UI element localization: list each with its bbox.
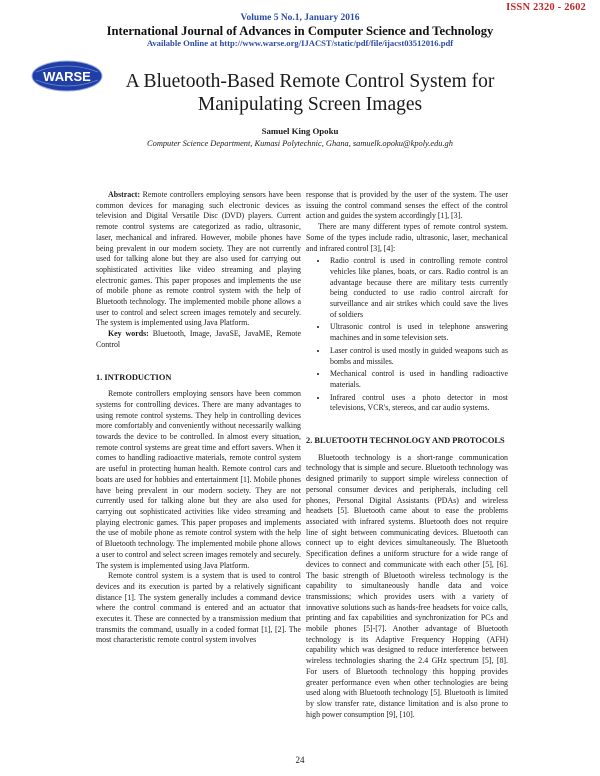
title-line-2: Manipulating Screen Images	[197, 94, 423, 115]
intro-paragraph-1: Remote controllers employing sensors have been common systems for controlling devices. There are many advantages to using remote control systems. They help in controlling devices more comfortably and conveniently without necessarily walking towards the device to be controlled. In almost every situation, remote control systems are great time and effort savers. When it comes to handling radioactive materials, remote control system are useful in protecting human health. Remote control cars and boats are used for hobbies and entertainment [1]. Mobile phones have being prevalent in our modern society. They are not currently used for talking alone but they are also used for carrying out sophisticated activities like video streaming and playing electronic games. This paper proposes and implements the use of mobile phone as remote control system with the help of Bluetooth technology. The implemented mobile phone allows a user to control and select screen images remotely and securely. The system is implemented using Java Platform.	[96, 389, 301, 570]
svg-text:WARSE: WARSE	[43, 69, 91, 84]
remote-control-types-list	[306, 256, 508, 414]
paper-title	[98, 70, 522, 116]
list-item: • Radio control is used in controlling remote control vehicles like planes, boats, or cars. Radio control is an advantage because there are military tests currently being conducted to use radio control aircraft for surveillance and air strikes which could save the lives of soldiers	[328, 256, 508, 320]
section-heading-introduction: 1. INTRODUCTION	[96, 372, 172, 382]
abstract-text: Remote controllers employing sensors have been common devices for managing such electronic devices as television and Digital Versatile Disc (DVD) players. Current remote control systems are categorized as radio, ultrasonic, laser, mechanical and infrared. However, mobile phones have being prevalent in our modern society. They are not currently used for talking alone but they are also used for carrying out sophisticated activities like video streaming and playing electronic games. This paper proposes and implements the use of mobile phone as remote control system with the help of Bluetooth technology. The implemented mobile phone allows a user to control and select screen images remotely and securely. The system is implemented using Java Platform.	[96, 190, 301, 328]
author-name: Samuel King Opoku	[261, 126, 339, 136]
abstract-label: Abstract:	[108, 190, 140, 199]
volume-line: Volume 5 No.1, January 2016	[240, 13, 360, 23]
abstract	[96, 190, 301, 329]
right-column	[306, 190, 508, 720]
intro-paragraph-3: response that is provided by the user of the system. The user issuing the control command senses the effect of the control action and guides the system accordingly [1], [3].	[306, 190, 508, 221]
journal-title: International Journal of Advances in Computer Science and Technology	[106, 24, 494, 38]
keywords	[96, 329, 301, 350]
title-line-1: A Bluetooth-Based Remote Control System for	[125, 71, 495, 92]
keywords-label: Key words:	[108, 329, 149, 339]
page-number: 24	[295, 755, 305, 765]
intro-paragraph-2: Remote control system is a system that is used to control devices and its execution is parted by a relatively significant distance [1]. The system generally includes a command device where the control command is entered and an actuator that executes it. These are connected by a transmission medium that transmits the command, usually in a coded format [1], [2]. The most characteristic remote control system involves	[96, 571, 301, 645]
intro-paragraph-4: There are many different types of remote control system. Some of the types include radio, ultrasonic, laser, mechanical and infrared control [3], [4]:	[306, 222, 508, 253]
list-item: • Mechanical control is used in handling radioactive materials.	[328, 369, 508, 390]
warse-logo	[30, 58, 104, 94]
keywords-text: Bluetooth, Image, JavaSE, JavaME, Remote Control	[96, 329, 301, 349]
left-column	[96, 190, 301, 646]
list-item: • Laser control is used mostly in guided weapons such as bombs and missiles.	[328, 346, 508, 367]
journal-header	[0, 13, 600, 49]
list-item: • Ultrasonic control is used in telephone answering machines and in some television sets.	[328, 322, 508, 343]
author-affiliation: Computer Science Department, Kumasi Polytechnic, Ghana, samuelk.opoku@kpoly.edu.gh	[147, 139, 453, 148]
available-online-link[interactable]: Available Online at http://www.warse.org/IJACST/static/pdf/file/ijacst03512016.pdf	[146, 38, 454, 48]
issn-label: ISSN 2320 - 2602	[506, 2, 586, 13]
list-item: • Infrared control uses a photo detector in most televisions, VCR's, stereos, and car audio systems.	[328, 393, 508, 414]
section-heading-bluetooth: 2. BLUETOOTH TECHNOLOGY AND PROTOCOLS	[306, 436, 505, 446]
bluetooth-paragraph-1: Bluetooth technology is a short-range communication technology that is simple and secure. Bluetooth technology was designed primarily to support simple wireless connection of personal consumer devices and peripherals, including cell phones, Personal Digital Assistants (PDAs) and wireless headsets [5]. Bluetooth came about to ease the problems associated with infrared systems. Bluetooth does not require line of sight between communicating devices. Bluetooth can connect up to eight devices simultaneously. The Bluetooth Specification defines a uniform structure for a wide range of devices to connect and communicate with each other [5], [6]. The basic strength of Bluetooth wireless technology is the capability to simultaneously handle data and voice transmissions; which provides users with a variety of innovative solutions such as hands-free headsets for voice calls, printing and fax capabilities and synchronization for PCs and mobile phones [5]-[7]. Another advantage of Bluetooth technology is its Adaptive Frequency Hopping (AFH) capability which was designed to reduce interference between wireless technologies sharing the 2.4 GHz spectrum [5], [8]. For users of Bluetooth technology this hopping provides greater performance even when other technologies are being used along with Bluetooth technology [5]. Bluetooth is limited by slow transfer rate, distance limitation and is also prone to high power consumption [9], [10].	[306, 452, 508, 719]
